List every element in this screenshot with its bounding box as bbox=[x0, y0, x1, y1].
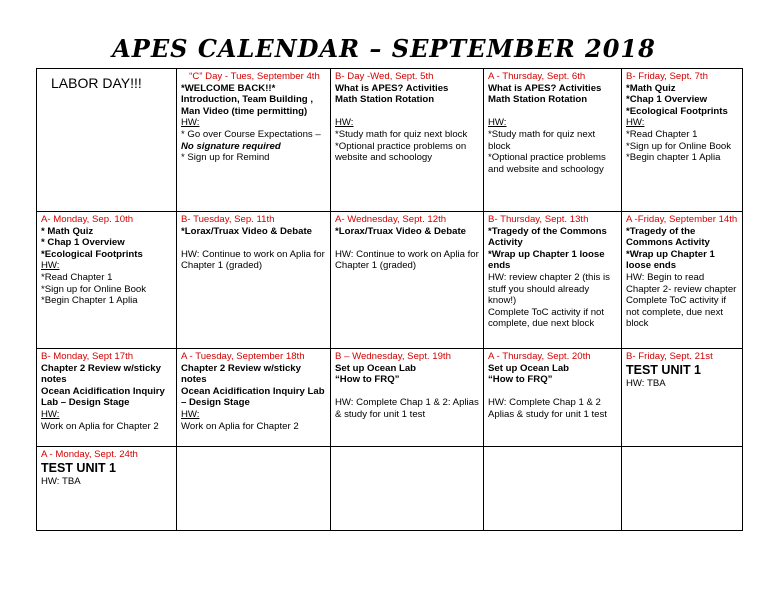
calendar-day-cell bbox=[331, 69, 484, 212]
day-heading: A -Friday, September 14th bbox=[626, 214, 738, 225]
day-text-line: * Chap 1 Overview bbox=[41, 237, 125, 249]
calendar-day-cell bbox=[177, 349, 331, 447]
day-text-line: *Ecological Footprints bbox=[626, 105, 728, 117]
day-text-line bbox=[335, 237, 481, 249]
day-text-line: *Sign up for Online Book bbox=[626, 140, 732, 152]
day-text-line bbox=[488, 386, 619, 398]
day-text-line: *Math Quiz bbox=[626, 82, 676, 94]
day-text-line: HW: bbox=[626, 117, 645, 129]
calendar-day-cell bbox=[37, 69, 177, 212]
day-heading: A- Monday, Sep. 10th bbox=[41, 214, 134, 225]
day-text-line: “How to FRQ” bbox=[335, 374, 400, 386]
day-text-line: “How to FRQ” bbox=[488, 374, 553, 386]
day-text-line: HW: review chapter 2 (this is stuff you should already know!) bbox=[488, 271, 610, 307]
day-text-line: *Read Chapter 1 bbox=[626, 128, 698, 140]
calendar-week-row bbox=[37, 447, 743, 531]
day-text-line: HW: bbox=[181, 408, 200, 420]
day-text-line bbox=[335, 386, 481, 398]
calendar-day-cell bbox=[622, 212, 743, 349]
day-text-line: HW: bbox=[488, 117, 507, 129]
day-text-line: HW: bbox=[181, 117, 200, 129]
day-heading: B- Friday, Sept. 7th bbox=[626, 71, 708, 82]
day-text-line: TEST UNIT 1 bbox=[41, 460, 117, 475]
calendar-day-cell bbox=[37, 212, 177, 349]
day-text-line: LABOR DAY!!! bbox=[51, 75, 142, 91]
calendar-table bbox=[36, 68, 743, 531]
day-text-line: Ocean Acidification Inquiry Lab – Design Stage bbox=[181, 385, 325, 409]
calendar-day-cell bbox=[331, 212, 484, 349]
day-heading: A - Thursday, Sept. 6th bbox=[488, 71, 586, 82]
day-text-line: Math Station Rotation bbox=[488, 94, 588, 106]
page-title: APES CALENDAR – SEPTEMBER 2018 bbox=[112, 34, 656, 63]
day-text-line: Set up Ocean Lab bbox=[335, 362, 417, 374]
calendar-day-cell bbox=[622, 447, 743, 531]
calendar-day-cell bbox=[484, 349, 622, 447]
day-text-line: *Sign up for Online Book bbox=[41, 283, 147, 295]
day-heading: A- Wednesday, Sept. 12th bbox=[335, 214, 447, 225]
day-text-line: *Lorax/Truax Video & Debate bbox=[335, 225, 466, 237]
day-text-line: *Tragedy of the Commons Activity bbox=[488, 225, 607, 249]
day-text-line bbox=[488, 106, 619, 118]
calendar-week-row bbox=[37, 212, 743, 349]
day-heading: A - Tuesday, September 18th bbox=[181, 351, 305, 362]
day-text-line: * Sign up for Remind bbox=[181, 152, 270, 164]
calendar-day-cell bbox=[177, 69, 331, 212]
calendar-day-cell bbox=[177, 447, 331, 531]
day-text-line bbox=[335, 106, 481, 118]
calendar-day-cell bbox=[484, 447, 622, 531]
day-text-line: Complete ToC activity if not complete, due next block bbox=[488, 306, 605, 330]
day-text-line: Math Station Rotation bbox=[335, 94, 435, 106]
calendar-day-cell bbox=[37, 349, 177, 447]
day-text-line: HW: Complete Chap 1 & 2: Aplias & study for unit 1 test bbox=[335, 397, 479, 420]
day-heading: “C” Day - Tues, September 4th bbox=[189, 71, 320, 82]
day-text-line: * Math Quiz bbox=[41, 225, 94, 237]
day-text-line: What is APES? Activities bbox=[335, 82, 449, 94]
day-text-line: HW: Continue to work on Aplia for Chapter 1 (graded) bbox=[335, 248, 479, 272]
calendar-day-cell bbox=[622, 69, 743, 212]
calendar-day-cell bbox=[484, 212, 622, 349]
day-text-line: * Go over Course Expectations – bbox=[181, 128, 321, 140]
calendar-day-cell bbox=[37, 447, 177, 531]
day-text-line: *Tragedy of the Commons Activity bbox=[626, 225, 710, 249]
day-heading: B – Wednesday, Sept. 19th bbox=[335, 351, 451, 362]
day-text-line: *Begin chapter 1 Aplia bbox=[626, 152, 721, 164]
calendar-day-cell bbox=[331, 447, 484, 531]
day-text-line: *Lorax/Truax Video & Debate bbox=[181, 225, 312, 237]
day-text-line bbox=[181, 237, 328, 249]
calendar-day-cell bbox=[331, 349, 484, 447]
day-text-line: *Read Chapter 1 bbox=[41, 271, 113, 283]
day-text-line: Work on Aplia for Chapter 2 bbox=[41, 420, 159, 432]
day-heading: B- Monday, Sept 17th bbox=[41, 351, 134, 362]
day-text-line: *Optional practice problems and website and schoology bbox=[488, 152, 606, 175]
day-text-line: HW: bbox=[335, 117, 354, 129]
day-text-line: *Chap 1 Overview bbox=[626, 94, 708, 106]
calendar-day-cell bbox=[622, 349, 743, 447]
day-heading: B- Tuesday, Sep. 11th bbox=[181, 214, 275, 225]
day-text-line: HW: TBA bbox=[626, 377, 666, 389]
day-text-line: HW: TBA bbox=[41, 475, 81, 487]
day-text-line: *WELCOME BACK!!* bbox=[181, 82, 276, 94]
day-text-line: *Optional practice problems on website and schoology bbox=[335, 140, 467, 164]
day-heading: A - Monday, Sept. 24th bbox=[41, 449, 138, 460]
day-text-line: *Wrap up Chapter 1 loose ends bbox=[488, 248, 605, 272]
day-text-line: Set up Ocean Lab bbox=[488, 362, 570, 374]
day-text-line: HW: bbox=[41, 260, 60, 272]
day-text-line: No signature required bbox=[181, 140, 281, 152]
day-text-line: Ocean Acidification Inquiry Lab – Design Stage bbox=[41, 385, 165, 409]
day-text-line: *Study math for quiz next block bbox=[488, 128, 596, 152]
calendar-day-cell bbox=[484, 69, 622, 212]
day-heading: B- Friday, Sept. 21st bbox=[626, 351, 713, 362]
calendar-day-cell bbox=[177, 212, 331, 349]
day-text-line: HW: Complete Chap 1 & 2 Aplias & study for unit 1 test bbox=[488, 397, 607, 420]
day-heading: B- Thursday, Sept. 13th bbox=[488, 214, 589, 225]
day-text-line: Chapter 2 Review w/sticky notes bbox=[181, 362, 301, 386]
day-text-line: Work on Aplia for Chapter 2 bbox=[181, 420, 299, 432]
day-heading: A - Thursday, Sept. 20th bbox=[488, 351, 591, 362]
calendar-week-row bbox=[37, 349, 743, 447]
day-text-line: *Study math for quiz next block bbox=[335, 128, 468, 140]
day-text-line: Complete ToC activity if not complete, due next block bbox=[626, 295, 727, 330]
day-text-line: Man Video (time permitting) bbox=[181, 105, 308, 117]
day-text-line: What is APES? Activities bbox=[488, 82, 602, 94]
day-text-line: *Begin Chapter 1 Aplia bbox=[41, 295, 138, 307]
day-text-line: *Ecological Footprints bbox=[41, 248, 143, 260]
calendar-week-row bbox=[37, 69, 743, 212]
day-text-line: HW: Begin to read Chapter 2- review chapter bbox=[626, 271, 737, 295]
day-text-line: TEST UNIT 1 bbox=[626, 362, 702, 377]
day-text-line: Introduction, Team Building , bbox=[181, 94, 313, 106]
day-text-line: *Wrap up Chapter 1 loose ends bbox=[626, 248, 715, 272]
day-heading: B- Day -Wed, Sept. 5th bbox=[335, 71, 434, 82]
day-text-line: HW: Continue to work on Aplia for Chapter 1 (graded) bbox=[181, 248, 325, 272]
day-text-line: HW: bbox=[41, 408, 60, 420]
day-text-line: Chapter 2 Review w/sticky notes bbox=[41, 362, 161, 386]
